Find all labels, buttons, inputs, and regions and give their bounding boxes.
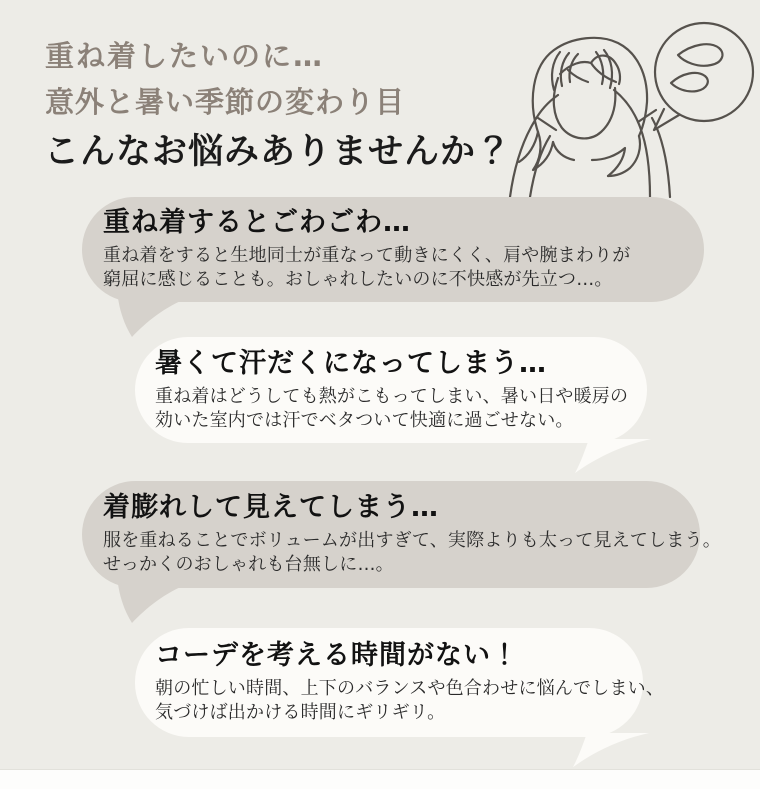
woman-left-arm xyxy=(510,52,578,197)
worry-bubble-1 xyxy=(82,197,704,302)
sweat-drop-icon xyxy=(671,73,708,92)
worry-body-line: 重ね着をすると生地同士が重なって動きにくく、肩や腕まわりが xyxy=(103,245,631,266)
main-heading: こんなお悩みありませんか？ xyxy=(44,132,513,172)
worry-body-line: 窮屈に感じることも。おしゃれしたいのに不快感が先立つ…。 xyxy=(103,268,613,290)
worry-body-line: 気づけば出かける時間にギリギリ。 xyxy=(155,701,446,723)
worry-body-line: 効いた室内では汗でベタついて快適に過ごせない。 xyxy=(155,409,574,431)
worry-title: 暑くて汗だくになってしまう… xyxy=(155,348,547,379)
bottom-white-strip xyxy=(0,769,760,789)
worry-title: 重ね着するとごわごわ… xyxy=(103,207,411,238)
bubble-tail-icon xyxy=(108,298,188,338)
worry-body-line: 朝の忙しい時間、上下のバランスや色合わせに悩んでしまい、 xyxy=(155,678,665,699)
lead-line-1: 重ね着したいのに… xyxy=(45,39,325,73)
worry-bubble-2 xyxy=(135,337,647,443)
bubble-tail-icon xyxy=(569,733,649,768)
worry-body-line: 重ね着はどうしても熱がこもってしまい、暑い日や暖房の xyxy=(155,386,629,407)
worry-title: 着膨れして見えてしまう… xyxy=(103,492,439,523)
worry-bubble-4 xyxy=(135,628,665,737)
worry-body-line: せっかくのおしゃれも台無しに…。 xyxy=(103,553,394,575)
worry-body-line: 服を重ねることでボリュームが出すぎて、実際よりも太って見えてしまう。 xyxy=(103,530,721,551)
woman-face xyxy=(554,56,620,139)
bubble-tail-icon xyxy=(571,439,651,474)
worry-title: コーデを考える時間がない！ xyxy=(155,640,519,671)
lead-line-2: 意外と暑い季節の変わり目 xyxy=(45,85,406,119)
sweat-drop-icon xyxy=(678,44,722,66)
bubble-tail-icon xyxy=(108,584,188,624)
worry-bubble-3 xyxy=(82,481,721,588)
woman-hair xyxy=(519,38,647,176)
sweat-bubble-icon xyxy=(654,23,753,130)
worried-woman-illustration xyxy=(498,10,758,198)
